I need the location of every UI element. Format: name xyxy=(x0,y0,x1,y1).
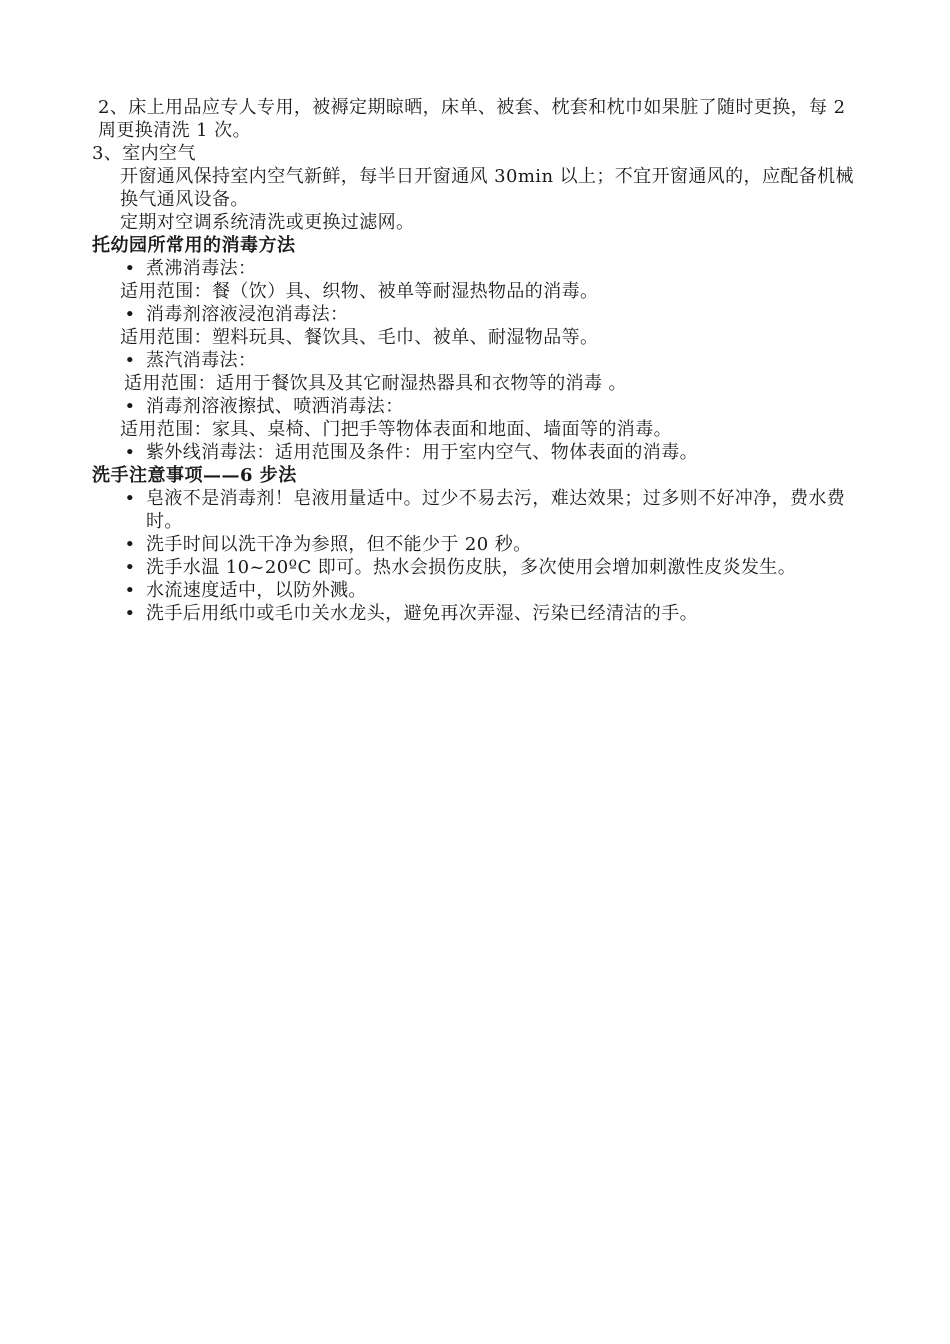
bullet-icon: • xyxy=(124,557,136,578)
handwashing-tip: 洗手后用纸巾或毛巾关水龙头，避免再次弄湿、污染已经清洁的手。 xyxy=(146,603,698,624)
bullet-icon: • xyxy=(124,442,136,463)
ventilation-paragraph: 开窗通风保持室内空气新鲜，每半日开窗通风 30min 以上；不宜开窗通风的，应配备机械换气通风设备。 xyxy=(120,166,854,210)
list-item xyxy=(92,487,868,533)
bullet-icon: • xyxy=(124,350,136,371)
indoor-air-heading: 3、室内空气 xyxy=(92,143,196,164)
bullet-icon: • xyxy=(124,258,136,279)
list-item xyxy=(92,533,868,556)
handwashing-tip: 皂液不是消毒剂！皂液用量适中。过少不易去污，难达效果；过多则不好冲净，费水费时。 xyxy=(146,488,846,532)
bullet-icon: • xyxy=(124,603,136,624)
list-item xyxy=(92,349,868,372)
method-scope: 适用范围：塑料玩具、餐饮具、毛巾、被单、耐湿物品等。 xyxy=(120,327,599,348)
method-title: 消毒剂溶液浸泡消毒法： xyxy=(146,304,349,325)
list-item xyxy=(92,579,868,602)
list-item xyxy=(92,395,868,418)
disinfection-heading: 托幼园所常用的消毒方法 xyxy=(92,235,296,256)
list-item xyxy=(92,257,868,280)
method-title: 紫外线消毒法：适用范围及条件：用于室内空气、物体表面的消毒。 xyxy=(146,442,698,463)
method-title: 消毒剂溶液擦拭、喷洒消毒法： xyxy=(146,396,404,417)
handwashing-heading: 洗手注意事项——6 步法 xyxy=(92,465,297,486)
handwashing-tip: 水流速度适中，以防外溅。 xyxy=(146,580,367,601)
bullet-icon: • xyxy=(124,534,136,555)
bullet-icon: • xyxy=(124,580,136,601)
air-conditioner-paragraph: 定期对空调系统清洗或更换过滤网。 xyxy=(120,212,415,233)
handwashing-tip: 洗手时间以洗干净为参照，但不能少于 20 秒。 xyxy=(146,534,532,555)
list-item xyxy=(92,441,868,464)
handwashing-tip: 洗手水温 10~20ºC 即可。热水会损伤皮肤，多次使用会增加刺激性皮炎发生。 xyxy=(146,557,797,578)
list-item xyxy=(92,303,868,326)
method-scope: 适用范围：适用于餐饮具及其它耐湿热器具和衣物等的消毒 。 xyxy=(124,373,627,394)
document-content xyxy=(92,96,868,625)
list-item xyxy=(92,602,868,625)
bullet-icon: • xyxy=(124,488,136,509)
method-title: 煮沸消毒法： xyxy=(146,258,257,279)
bullet-icon: • xyxy=(124,396,136,417)
handwashing-list xyxy=(92,487,868,625)
method-scope: 适用范围：家具、桌椅、门把手等物体表面和地面、墙面等的消毒。 xyxy=(120,419,672,440)
method-title: 蒸汽消毒法： xyxy=(146,350,257,371)
bullet-icon: • xyxy=(124,304,136,325)
method-scope: 适用范围：餐（饮）具、织物、被单等耐湿热物品的消毒。 xyxy=(120,281,599,302)
list-item xyxy=(92,556,868,579)
disinfection-list xyxy=(92,257,868,464)
bedding-paragraph: 2、床上用品应专人专用，被褥定期晾晒，床单、被套、枕套和枕巾如果脏了随时更换，每 2 周更换清洗 1 次。 xyxy=(98,97,846,141)
